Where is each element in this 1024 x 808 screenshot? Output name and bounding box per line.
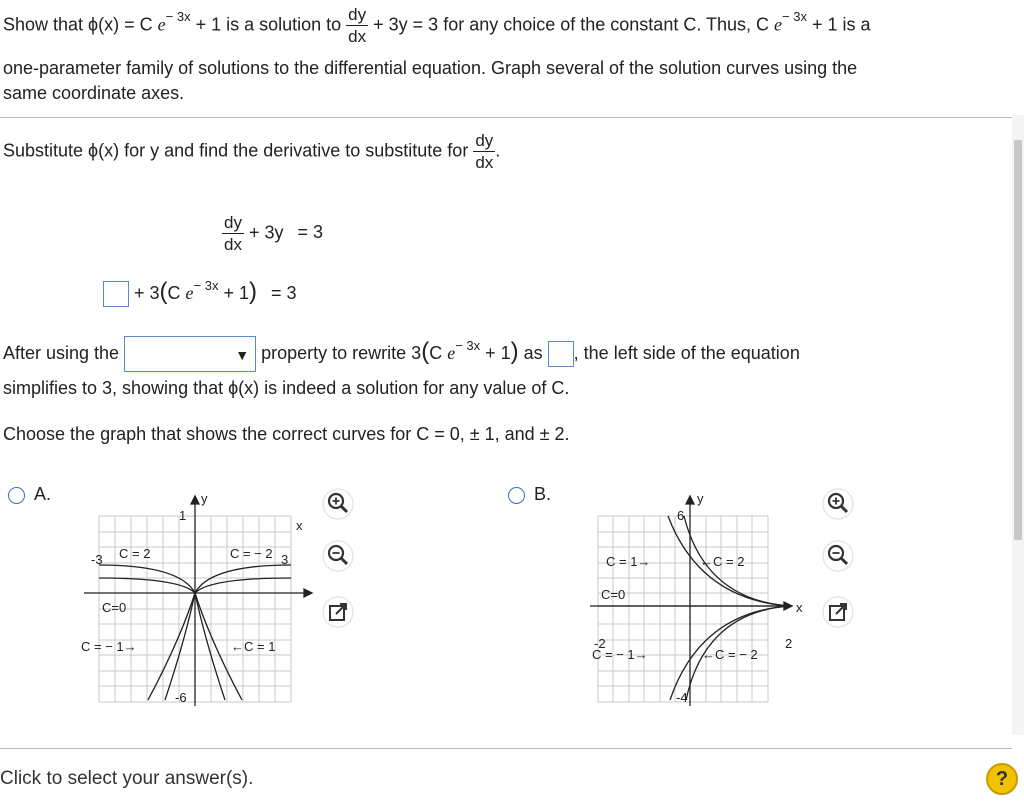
- rewrite-answer-box[interactable]: [548, 341, 574, 367]
- tick-left: -3: [91, 552, 103, 567]
- option-b-radio[interactable]: [508, 487, 525, 504]
- dy-dx-fraction: $\frac{dy}{dx}$: [348, 5, 367, 46]
- labels: [81, 491, 303, 705]
- divider: [0, 117, 1012, 118]
- tick-top: 1: [179, 508, 187, 523]
- tick-top: 6: [677, 508, 685, 523]
- curve-label-c1: C = 1→: [606, 554, 651, 569]
- popout-icon[interactable]: [822, 596, 854, 628]
- labels: [592, 491, 803, 705]
- curve-label-cm1: C = − 1→: [81, 639, 137, 654]
- option-b-label[interactable]: B.: [534, 484, 552, 504]
- tick-right: 3: [281, 552, 289, 567]
- curve-label-cm2: C = − 2: [230, 546, 273, 561]
- option-a-radio[interactable]: [8, 487, 25, 504]
- tick-bottom: -4: [676, 690, 688, 705]
- problem-line-3: same coordinate axes.: [3, 83, 185, 103]
- axis-x-label: x: [296, 518, 303, 533]
- tick-left: -2: [594, 636, 606, 651]
- problem-line-1: Show that ϕ(x) = C $e^{- 3x} + 1$ is a solution to $\frac{dy}{dx}$ + 3y = 3 for any choice of the constant C. Thus, C $e^{- 3x} + 1$ is a: [3, 5, 871, 46]
- axis-y-label: y: [697, 491, 704, 506]
- scrollbar-thumb[interactable]: [1014, 140, 1022, 540]
- dy-dx-fraction: $\frac{dy}{dx}$: [224, 213, 242, 254]
- curve-label-c2: ←C = 2: [700, 554, 745, 569]
- option-a-graph[interactable]: [80, 490, 320, 710]
- dropdown-arrow-icon: ▼: [235, 347, 250, 363]
- simplifies-text: simplifies to 3, showing that ϕ(x) is indeed a solution for any value of C.: [3, 378, 570, 398]
- zoom-in-icon[interactable]: [822, 488, 854, 520]
- tick-bottom: -6: [175, 690, 187, 705]
- grid: [598, 516, 768, 702]
- footer-hint: Click to select your answer(s).: [0, 768, 254, 789]
- substitute-instruction: Substitute ϕ(x) for y and find the derivative to substitute for $\frac{dy}{dx}$ .: [3, 131, 501, 172]
- curve-label-c2: C = 2: [119, 546, 151, 561]
- curve-label-c0: C=0: [601, 587, 626, 602]
- option-a-label[interactable]: A.: [34, 484, 52, 504]
- curve-label-cm1: C = − 1→: [592, 647, 648, 662]
- property-dropdown[interactable]: [124, 336, 256, 372]
- tick-right: 2: [785, 636, 793, 651]
- problem-line-2: one-parameter family of solutions to the differential equation. Graph several of the solution curves using the: [3, 58, 858, 78]
- axis-y-label: y: [201, 491, 208, 506]
- equation-1: $\frac{dy}{dx}$ + 3y = 3: [224, 213, 324, 254]
- footer-divider: [0, 748, 1012, 749]
- help-button[interactable]: ?: [986, 763, 1018, 795]
- curve-label-c1: ←C = 1: [231, 639, 276, 654]
- curve-label-cm2: ←C = − 2: [702, 647, 758, 662]
- equation-2: + 3(C $e^{- 3x} + 1) = 3$: [103, 278, 297, 307]
- zoom-out-icon[interactable]: [322, 540, 354, 572]
- dy-dx-fraction: $\frac{dy}{dx}$: [475, 131, 494, 172]
- zoom-out-icon[interactable]: [822, 540, 854, 572]
- solution-curves: [598, 516, 793, 700]
- axis-x-label: x: [796, 600, 803, 615]
- option-b-graph[interactable]: [586, 490, 816, 710]
- popout-icon[interactable]: [322, 596, 354, 628]
- choose-graph-instruction: Choose the graph that shows the correct curves for C = 0, ± 1, and ± 2.: [3, 424, 570, 444]
- derivative-answer-box[interactable]: [103, 281, 129, 307]
- rewrite-sentence: After using the ▼ property to rewrite 3(C $e^{- 3x} + 1$) as , the left side of the equation: [3, 336, 800, 372]
- zoom-in-icon[interactable]: [322, 488, 354, 520]
- curve-label-c0: C=0: [102, 600, 127, 615]
